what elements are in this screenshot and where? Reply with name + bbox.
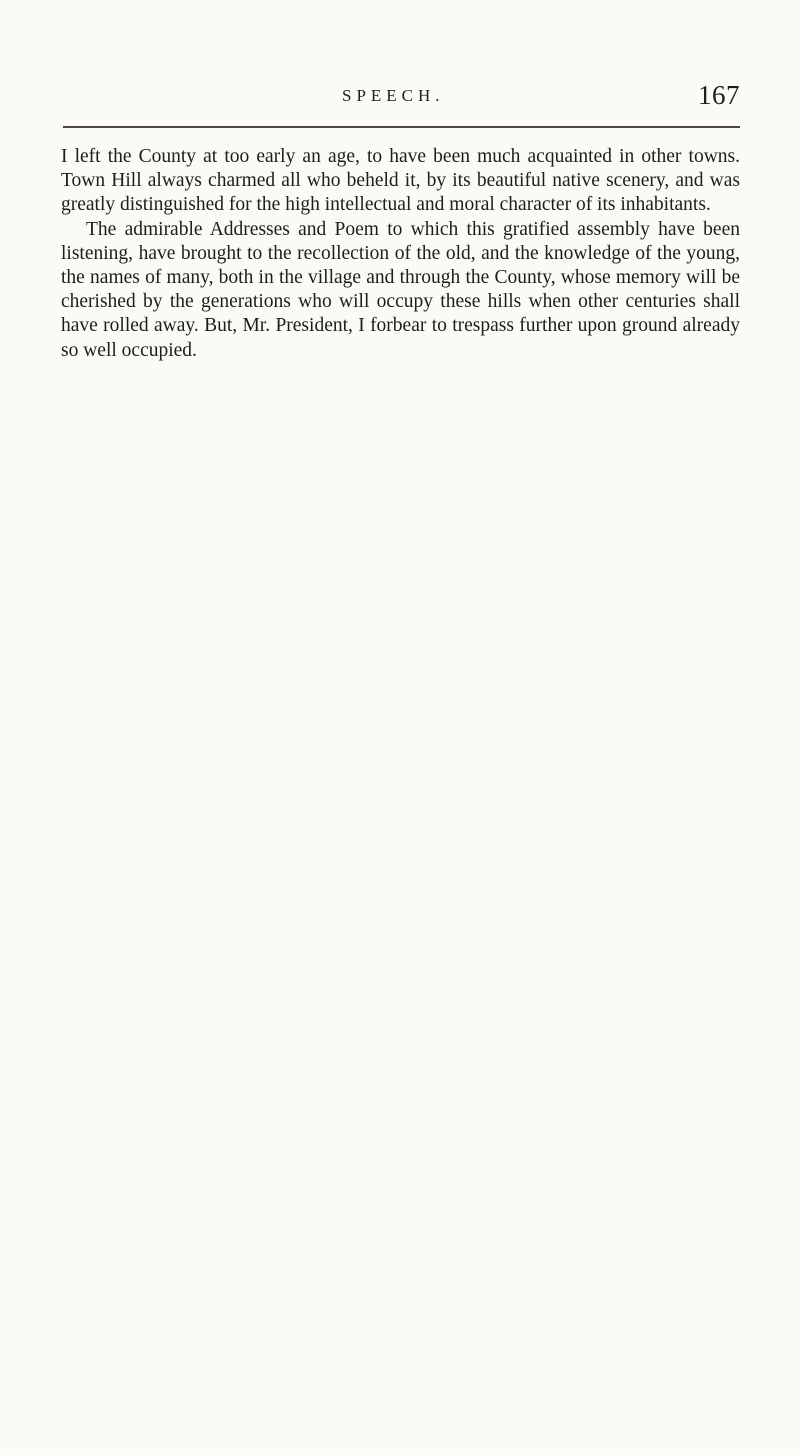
running-head [60, 80, 740, 116]
body-text [61, 145, 740, 363]
header-rule [63, 126, 740, 128]
paragraph: The admirable Addresses and Poem to which this gratified assembly have been listening, have brought to the recollection of the old, and the knowledge of the young, the names of many, both in the village and through the County, whose memory will be cherished by the generations who will occupy these hills when other centuries shall have rolled away. But, Mr. President, I forbear to trespass further upon ground already so well occupied. [61, 218, 740, 361]
paragraph: I left the County at too early an age, to have been much acquainted in other towns. Town Hill always charmed all who beheld it, by its beautiful native scenery, and was greatly distinguished for the high intellectual and moral character of its inhabitants. [61, 146, 740, 216]
page-number: 167 [698, 80, 740, 110]
running-title: SPEECH. [342, 86, 445, 105]
